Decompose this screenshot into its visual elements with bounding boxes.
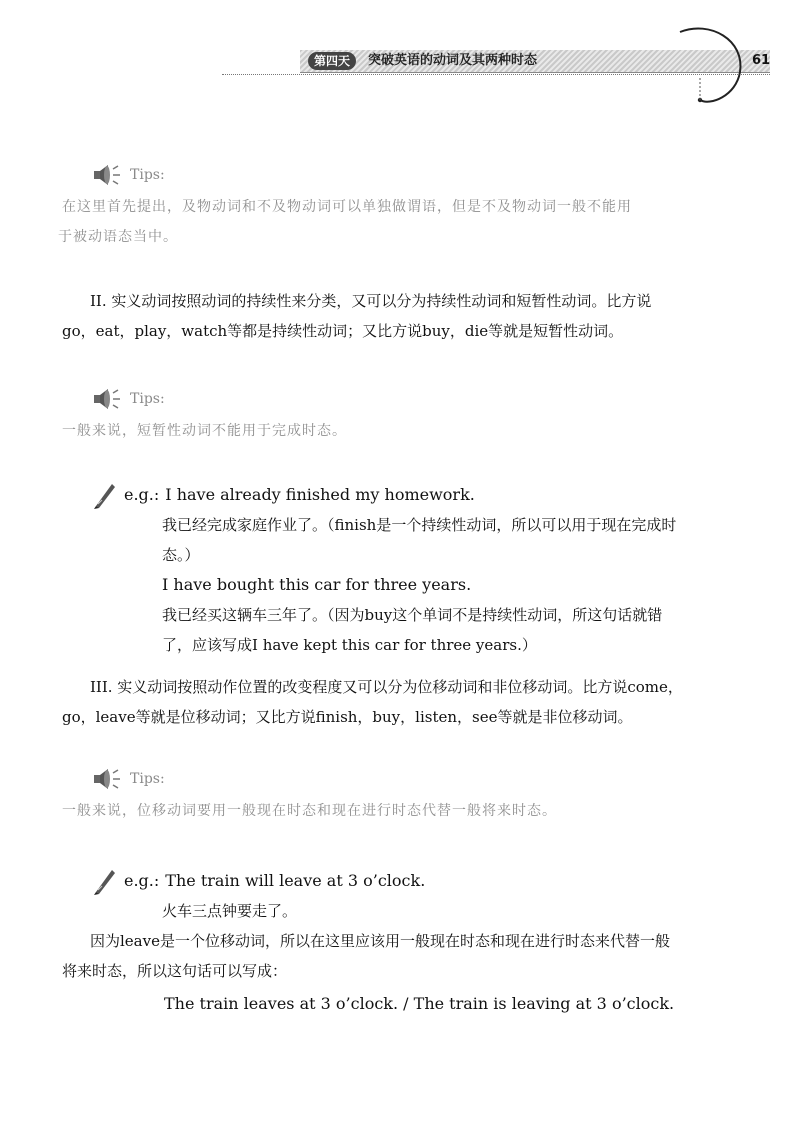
tip-block-2 [62, 386, 762, 446]
example-explanation [162, 896, 762, 926]
chapter-badge: 第四天 [308, 52, 356, 70]
paragraph-ii [62, 286, 752, 346]
example-line: 火车三点钟要走了。 [162, 902, 298, 920]
tip-label: Tips: [130, 771, 165, 787]
paragraph-iii [62, 672, 752, 732]
example-label: e.g.: [124, 485, 160, 504]
example-line: I have bought this car for three years. [162, 575, 472, 594]
example-sentence: I have already finished my homework. [165, 485, 475, 504]
example-line: 态。） [162, 546, 200, 564]
paragraph-line: II. 实义动词按照动词的持续性来分类，又可以分为持续性动词和短暂性动词。比方说 [90, 292, 652, 310]
example-line: 我已经买这辆车三年了。（因为buy这个单词不是持续性动词，所这句话就错 [162, 606, 663, 624]
tip-text [62, 416, 762, 446]
tip-line: 一般来说，位移动词要用一般现在时态和现在进行时态代替一般将来时态。 [62, 803, 557, 819]
speaker-icon [92, 163, 124, 187]
tip-text [62, 796, 762, 826]
paragraph-line: 将来时态，所以这句话可以写成： [62, 962, 288, 980]
example-block-1 [92, 480, 762, 660]
example-sentence: The train will leave at 3 o’clock. [165, 871, 426, 890]
chapter-title: 突破英语的动词及其两种时态 [368, 53, 538, 68]
pen-icon [92, 480, 118, 510]
page-number: 61 [752, 53, 771, 68]
pen-icon [92, 866, 118, 896]
paragraph-line: 因为leave是一个位移动词，所以在这里应该用一般现在时态和现在进行时态来代替一般 [90, 932, 670, 950]
example-line: 我已经完成家庭作业了。（finish是一个持续性动词，所以可以用于现在完成时 [162, 516, 677, 534]
tip-line: 在这里首先提出，及物动词和不及物动词可以单独做谓语，但是不及物动词一般不能用 [62, 199, 632, 215]
tip-block-3 [62, 766, 762, 826]
rewritten-sentence: The train leaves at 3 o’clock. / The train is leaving at 3 o’clock. [164, 994, 675, 1013]
speaker-icon [92, 767, 124, 791]
example-label: e.g.: [124, 871, 160, 890]
example-line: 了，应该写成I have kept this car for three years.） [162, 636, 537, 654]
example-explanation [162, 510, 762, 660]
example-block-2 [92, 866, 762, 926]
header-arc-decoration [660, 20, 750, 110]
paragraph-line: go，leave等就是位移动词；又比方说finish，buy，listen，see等就是非位移动词。 [62, 708, 633, 726]
tip-text [58, 192, 762, 252]
tip-label: Tips: [130, 391, 165, 407]
speaker-icon [92, 387, 124, 411]
tip-line: 于被动语态当中。 [58, 229, 178, 245]
paragraph-leave-explanation [62, 926, 752, 986]
paragraph-line: go，eat，play，watch等都是持续性动词；又比方说buy，die等就是短暂性动词。 [62, 322, 624, 340]
tip-label: Tips: [130, 167, 165, 183]
paragraph-line: III. 实义动词按照动作位置的改变程度又可以分为位移动词和非位移动词。比方说come， [90, 678, 683, 696]
tip-line: 一般来说，短暂性动词不能用于完成时态。 [62, 423, 347, 439]
tip-block-1 [58, 162, 762, 252]
